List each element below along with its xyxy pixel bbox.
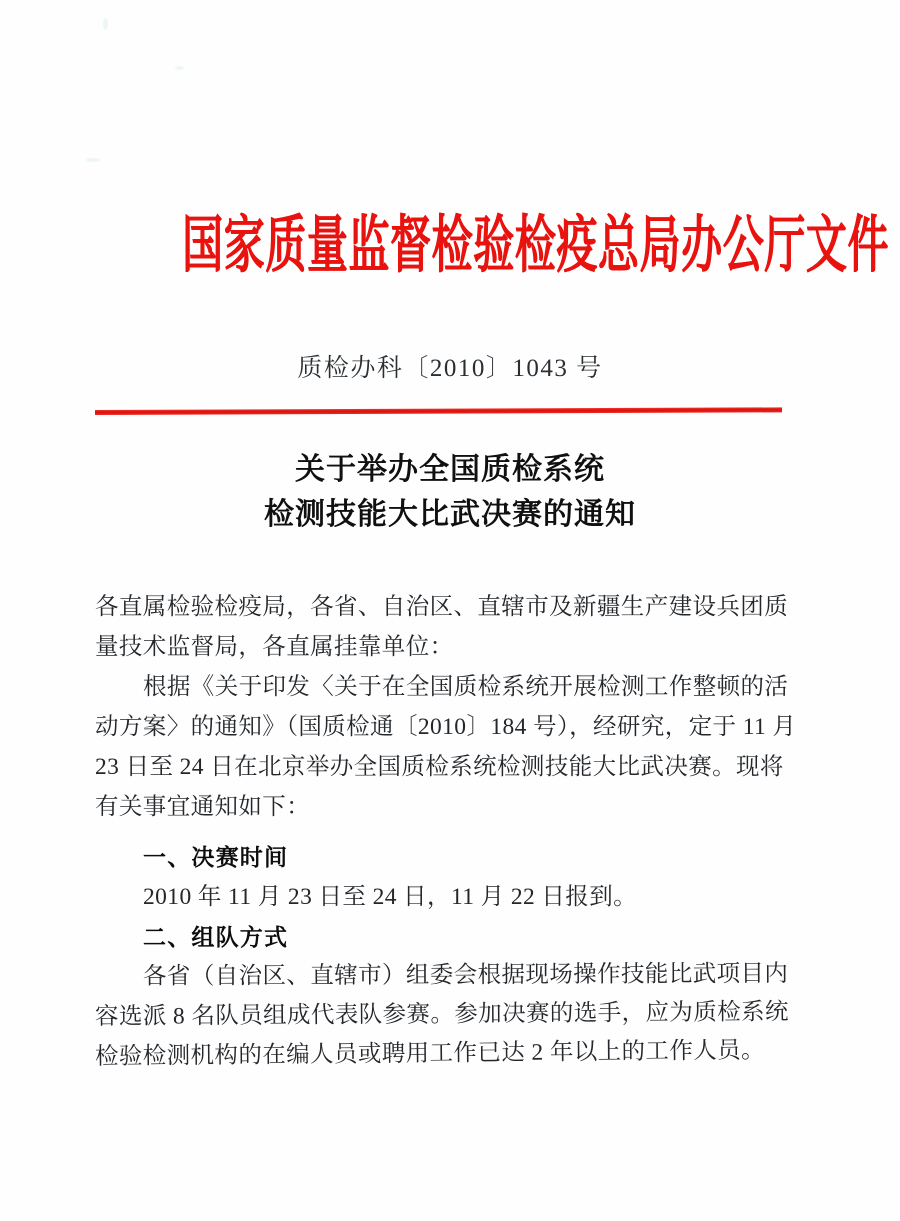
body-line-salutation: 量技术监督局，各直属挂靠单位： [95,634,454,660]
body-line-paragraph: 各省（自治区、直辖市）组委会根据现场操作技能比武项目内 [142,960,789,990]
body-line-paragraph: 检验检测机构的在编人员或聘用工作已达 2 年以上的工作人员。 [94,1037,766,1070]
document-number: 质检办科〔2010〕1043 号 [297,355,603,382]
section-heading-1: 一、决赛时间 [143,844,289,870]
scan-speck [86,158,100,162]
body-line-paragraph: 有关事宜通知如下： [95,794,311,820]
body-line-paragraph: 动方案〉的通知》（国质检通〔2010〕184 号），经研究，定于 11 月 [95,714,797,740]
document-title [0,447,900,537]
scan-speck [103,18,108,30]
body-line-paragraph: 容选派 8 名队员组成代表队参赛。参加决赛的选手，应为质检系统 [94,999,789,1030]
body-line-paragraph: 根据《关于印发〈关于在全国质检系统开展检测工作整顿的活 [143,674,789,700]
agency-letterhead [0,200,900,292]
document-title-line2: 检测技能大比武决赛的通知 [264,498,636,531]
document-body [94,587,797,1077]
document-title-line1: 关于举办全国质检系统 [295,453,605,486]
body-line-salutation: 各直属检验检疫局，各省、自治区、直辖市及新疆生产建设兵团质 [95,594,789,620]
agency-letterhead-text: 国家质量监督检验检疫总局办公厅文件 [182,212,889,280]
scan-speck [175,66,184,70]
section-heading-2: 二、组队方式 [143,924,289,950]
body-line-paragraph: 2010 年 11 月 23 日至 24 日，11 月 22 日报到。 [143,884,638,910]
body-line-paragraph: 23 日至 24 日在北京举办全国质检系统检测技能大比武决赛。现将 [95,754,784,780]
red-separator-rule [95,407,782,415]
